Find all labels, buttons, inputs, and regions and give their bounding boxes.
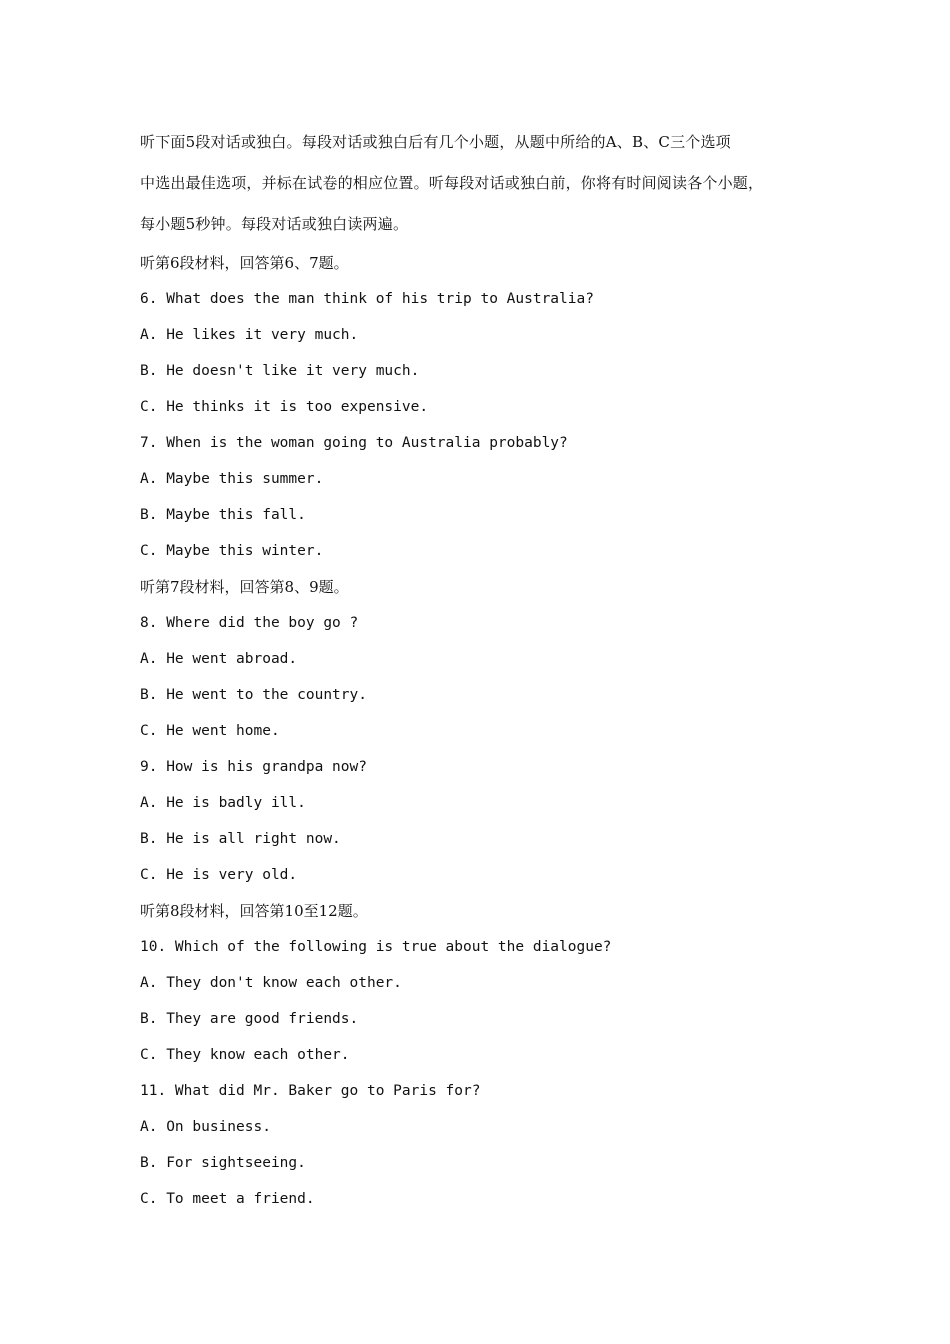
answer-option: C. To meet a friend. — [140, 1191, 315, 1207]
answer-option: B. They are good friends. — [140, 1011, 359, 1027]
answer-option: B. He went to the country. — [140, 687, 367, 703]
instructions-line: 每小题5秒钟。每段对话或独白读两遍。 — [140, 215, 409, 233]
question-text: 6. What does the man think of his trip to Australia? — [140, 291, 594, 307]
answer-option: C. Maybe this winter. — [140, 543, 324, 559]
answer-option: B. Maybe this fall. — [140, 507, 306, 523]
answer-option: C. They know each other. — [140, 1047, 350, 1063]
instructions-line: 中选出最佳选项，并标在试卷的相应位置。听每段对话或独白前，你将有时间阅读各个小题， — [140, 174, 764, 192]
answer-option: A. On business. — [140, 1119, 271, 1135]
section-heading: 听第7段材料，回答第8、9题。 — [140, 578, 349, 596]
answer-option: C. He went home. — [140, 723, 280, 739]
answer-option: A. He went abroad. — [140, 651, 298, 667]
question-text: 9. How is his grandpa now? — [140, 759, 367, 775]
answer-option: A. Maybe this summer. — [140, 471, 324, 487]
answer-option: C. He thinks it is too expensive. — [140, 399, 429, 415]
question-text: 8. Where did the boy go ? — [140, 615, 359, 631]
answer-option: B. He doesn't like it very much. — [140, 363, 420, 379]
answer-option: A. He is badly ill. — [140, 795, 306, 811]
document-page — [140, 122, 830, 1217]
answer-option: B. He is all right now. — [140, 831, 341, 847]
instructions-line: 听下面5段对话或独白。每段对话或独白后有几个小题，从题中所给的A、B、C三个选项 — [140, 133, 731, 151]
answer-option: B. For sightseeing. — [140, 1155, 306, 1171]
answer-option: C. He is very old. — [140, 867, 298, 883]
answer-option: A. They don't know each other. — [140, 975, 402, 991]
question-list — [140, 245, 830, 1217]
section-heading: 听第8段材料，回答第10至12题。 — [140, 902, 368, 920]
instructions-paragraph — [140, 122, 830, 245]
question-text: 10. Which of the following is true about the dialogue? — [140, 939, 612, 955]
question-text: 11. What did Mr. Baker go to Paris for? — [140, 1083, 481, 1099]
section-heading: 听第6段材料，回答第6、7题。 — [140, 254, 349, 272]
question-text: 7. When is the woman going to Australia probably? — [140, 435, 568, 451]
answer-option: A. He likes it very much. — [140, 327, 359, 343]
